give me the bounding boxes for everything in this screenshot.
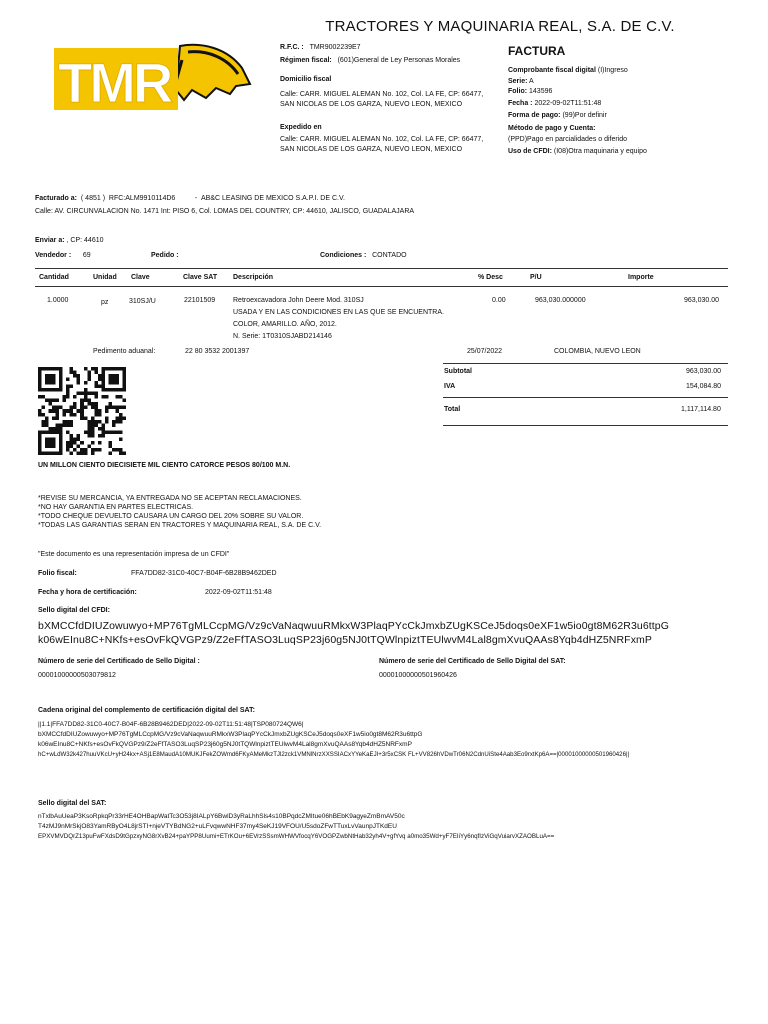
regimen-value: (601)General de Ley Personas Morales xyxy=(337,57,461,64)
sello-sat-label: Sello digital del SAT: xyxy=(38,800,107,807)
forma-pago-value: (99)Por definir xyxy=(562,112,607,119)
col-pu: P/U xyxy=(530,274,542,281)
cliente-numero: ( 4851 ) xyxy=(80,195,106,202)
rfc-value: TMR9002239E7 xyxy=(309,44,361,51)
cert-sat-value: 00001000000501960426 xyxy=(379,672,457,679)
cert-emisor-label: Número de serie del Certificado de Sello Digital : xyxy=(38,658,200,665)
row-clave: 310SJ/U xyxy=(129,298,156,305)
nota-2: *NO HAY GARANTIA EN PARTES ELECTRICAS. xyxy=(38,504,194,511)
folio-fiscal-label: Folio fiscal: xyxy=(38,570,77,577)
enviar-value: , CP: 44610 xyxy=(66,237,104,244)
row-unidad: pz xyxy=(101,299,109,306)
col-clave: Clave xyxy=(131,274,150,281)
vendedor-value: 69 xyxy=(82,252,91,259)
regimen-label: Régimen fiscal: xyxy=(280,57,332,64)
condiciones-value: CONTADO xyxy=(372,252,407,259)
company-name: TRACTORES Y MAQUINARIA REAL, S.A. DE C.V. xyxy=(325,18,675,35)
importe-letra: UN MILLON CIENTO DIECISIETE MIL CIENTO CATORCE PESOS 80/100 M.N. xyxy=(38,462,291,469)
receptor-nombre: AB&C LEASING DE MEXICO S.A.P.I. DE C.V. xyxy=(201,195,345,202)
domicilio-label: Domicilio fiscal xyxy=(280,76,332,83)
totals-top-rule xyxy=(443,363,728,364)
subtotal-value: 963,030.00 xyxy=(686,368,722,375)
cadena-original-line-4: hC+wLdW32k427huuVKcU+yH24kx+ASj1E8MaudA10MUKJFekZOWmd6FKyAMeMkzTJl2zck1VMNlNrzXXSSIACxYYeKaEJI+3r5xCSK FL+VV826hVDwTr06N2CdnUiSte4Aab3Eo9rxtKp6A==|00001000000501960426|| xyxy=(38,751,630,758)
sello-cfdi-line-1: bXMCCfdDIUZowuwyo+MP76TgMLCcpMG/Vz9cVaNaqwuuRMkxW3PlaqPYcCkJmxbZUgKSCeJ5doqs0eXF1w5io0gt8M62R3u6ttpG xyxy=(38,620,670,632)
comprobante-label: Comprobante fiscal digital xyxy=(508,67,596,74)
vendedor-label: Vendedor : xyxy=(35,252,72,259)
uso-cfdi-value: (I08)Otra maquinaria y equipo xyxy=(553,148,647,155)
nota-1: *REVISE SU MERCANCIA, YA ENTREGADA NO SE ACEPTAN RECLAMACIONES. xyxy=(38,495,302,502)
receptor-calle: Calle: AV. CIRCUNVALACION No. 1471 Int: PISO 6, Col. LOMAS DEL COUNTRY, CP: 44610, JALISCO, GUADALAJARA xyxy=(35,208,415,215)
table-top-rule xyxy=(35,268,728,269)
pedimento-fecha: 25/07/2022 xyxy=(467,348,503,355)
qr-code xyxy=(38,367,126,455)
domicilio-line-2: SAN NICOLAS DE LOS GARZA, NUEVO LEON, MEXICO xyxy=(280,101,463,108)
col-cantidad: Cantidad xyxy=(39,274,69,281)
cert-emisor-value: 00001000000503079812 xyxy=(38,672,116,679)
totals-mid-rule xyxy=(443,397,728,398)
receptor-rfc: RFC:ALM9910114D6 xyxy=(108,195,176,202)
sello-sat-line-2: T4zMJ9nMrSkjO83YamRByO4L8jrSTI+njeVTYBdNG2+uLFvqwwNHF37my4SeKJ19VFOU/U5sdoZFwTTuxLvVaunpJTKdEU xyxy=(38,823,397,830)
col-unidad: Unidad xyxy=(93,274,117,281)
folio-fiscal-value: FFA7DD82-31C0-40C7-B04F-6B28B9462DED xyxy=(131,570,277,577)
iva-label: IVA xyxy=(444,383,456,390)
pedimento-label: Pedimento aduanal: xyxy=(93,348,156,355)
comprobante-value: (I)Ingreso xyxy=(597,67,628,74)
enviar-label: Enviar a: xyxy=(35,237,65,244)
condiciones-label: Condiciones : xyxy=(320,252,367,259)
pedimento-lugar: COLOMBIA, NUEVO LEON xyxy=(554,348,641,355)
tmr-logo xyxy=(52,40,257,116)
serie-value: A xyxy=(529,78,534,85)
sello-sat-line-3: EPXVMVDQrZ13puFwFXdsD9tGpzxyNG8rXvB24+paYPP8Uumi+ETrKOu+6EVrzSSsmWHWVfocqY6VOGPZwbNtHab32yh4V+gfYvq a0mo35Wd+yF7EIiYy6nqfIzViGqVuiarvXZAOBLuA== xyxy=(38,833,555,840)
facturado-label: Facturado a: xyxy=(35,195,78,202)
cert-sat-label: Número de serie del Certificado de Sello Digital del SAT: xyxy=(379,658,566,665)
col-clave-sat: Clave SAT xyxy=(183,274,218,281)
cadena-original-line-2: bXMCCfdDIUZowuwyo+MP76TgMLCcpMG/Vz9cVaNaqwuuRMkxW3PlaqPYcCkJmxbZUgKSCeJ5doqs0eXF1w5io0gt8M62R3u6ttpG xyxy=(38,731,423,738)
rfc-label: R.F.C. : xyxy=(280,44,304,51)
nota-3: *TODO CHEQUE DEVUELTO CAUSARA UN CARGO DEL 20% SOBRE SU VALOR. xyxy=(38,513,304,520)
uso-cfdi-label: Uso de CFDI: xyxy=(508,148,552,155)
col-importe: Importe xyxy=(628,274,654,281)
fecha-certificacion-label: Fecha y hora de certificación: xyxy=(38,589,137,596)
pedimento-value: 22 80 3532 2001397 xyxy=(185,348,250,355)
col-desc-pct: % Desc xyxy=(478,274,503,281)
subtotal-label: Subtotal xyxy=(444,368,472,375)
row-clave-sat: 22101509 xyxy=(184,297,216,304)
cadena-original-line-1: ||1.1|FFA7DD82-31C0-40C7-B04F-6B28B9462DED|2022-09-02T11:51:48|TSP080724QW6| xyxy=(38,721,304,728)
representacion-impresa: "Este documento es una representación impresa de un CFDI" xyxy=(38,551,230,558)
expedido-line-1: Calle: CARR. MIGUEL ALEMAN No. 102, Col. LA FE, CP: 66477, xyxy=(280,136,484,143)
row-desc-4: N. Serie: 1T0310SJABD214146 xyxy=(233,333,332,340)
expedido-line-2: SAN NICOLAS DE LOS GARZA, NUEVO LEON, MEXICO xyxy=(280,146,463,153)
sello-sat-line-1: nTxlbAuUeaP3KsoRpkqPr33rHE4OHBapWatTc3O53j8IALpY6BwlD3yRaLhhSls4s10BPqdcZMItue06hBEbK9agyeZmBmAV50c xyxy=(38,813,405,820)
sello-cfdi-label: Sello digital del CFDI: xyxy=(38,607,110,614)
row-desc-2: USADA Y EN LAS CONDICIONES EN LAS QUE SE ENCUENTRA. xyxy=(233,309,444,316)
iva-value: 154,084.80 xyxy=(686,383,722,390)
table-header-rule xyxy=(35,286,728,287)
folio-value: 143596 xyxy=(529,88,553,95)
logo-text: TMR xyxy=(58,51,171,114)
fecha-label: Fecha : xyxy=(508,100,533,107)
factura-title: FACTURA xyxy=(508,44,566,58)
cadena-original-line-3: k06wEInu8C+NKfs+esOvFkQVGPz9/Z2eFfTASO3LuqSP23j60g5NJ0tTQWlnpiztTEUlwvM4Lal8gmXvuQAAs8Yqb4dHZ5NRFxmP xyxy=(38,741,412,748)
metodo-label: Método de pago y Cuenta: xyxy=(508,125,596,132)
row-desc-3: COLOR, AMARILLO. AÑO, 2012. xyxy=(233,321,337,328)
cadena-original-label: Cadena original del complemento de certificación digital del SAT: xyxy=(38,707,255,714)
row-desc-pct: 0.00 xyxy=(492,297,506,304)
row-desc-1: Retroexcavadora John Deere Mod. 310SJ xyxy=(233,297,364,304)
row-importe: 963,030.00 xyxy=(684,297,720,304)
fecha-value: 2022-09-02T11:51:48 xyxy=(534,100,602,107)
totals-bottom-rule xyxy=(443,425,728,426)
nota-4: *TODAS LAS GARANTIAS SERAN EN TRACTORES Y MAQUINARIA REAL, S.A. DE C.V. xyxy=(38,522,322,529)
row-pu: 963,030.000000 xyxy=(535,297,586,304)
col-descripcion: Descripción xyxy=(233,274,274,281)
serie-label: Serie: xyxy=(508,78,528,85)
fecha-certificacion-value: 2022-09-02T11:51:48 xyxy=(205,589,272,596)
pedido-label: Pedido : xyxy=(151,252,179,259)
row-cantidad: 1.0000 xyxy=(47,297,69,304)
sello-cfdi-line-2: k06wEInu8C+NKfs+esOvFkQVGPz9/Z2eFfTASO3LuqSP23j60g5NJ0tTQWlnpiztTEUlwvM4Lal8gmXvuQAAs8Yqb4dHZ5NRFxmP xyxy=(38,634,652,646)
total-value: 1,117,114.80 xyxy=(681,406,721,413)
expedido-label: Expedido en xyxy=(280,124,322,131)
folio-label: Folio: xyxy=(508,88,528,95)
domicilio-line-1: Calle: CARR. MIGUEL ALEMAN No. 102, Col. LA FE, CP: 66477, xyxy=(280,91,484,98)
metodo-value: (PPD)Pago en parcialidades o diferido xyxy=(508,136,628,143)
total-label: Total xyxy=(444,406,461,413)
forma-pago-label: Forma de pago: xyxy=(508,112,561,119)
